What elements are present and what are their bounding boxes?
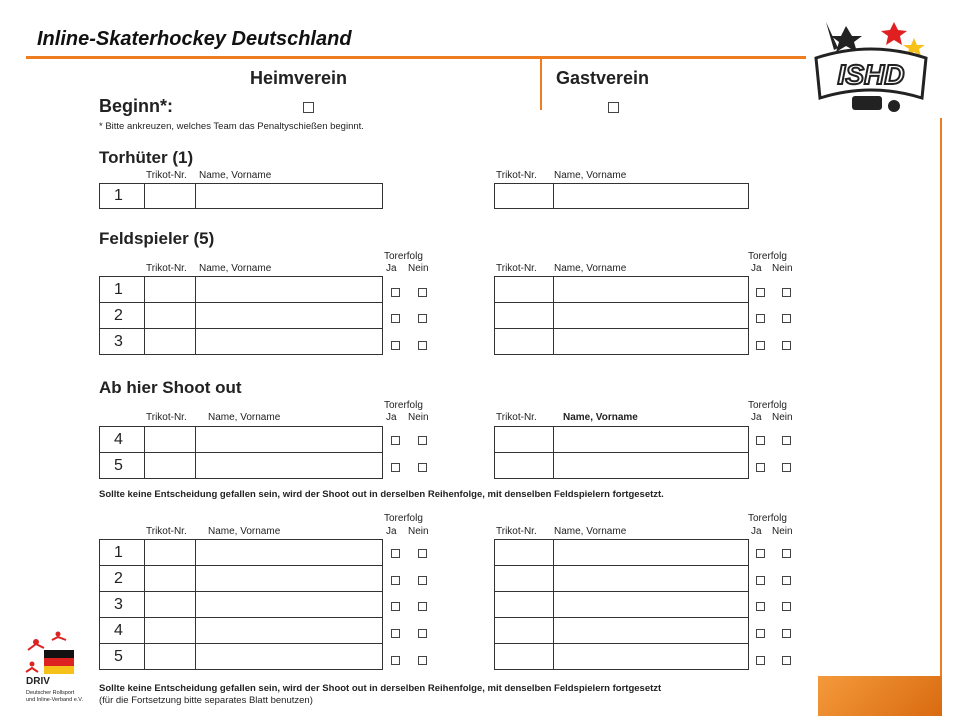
driv-logo-icon <box>22 628 82 680</box>
name-cell[interactable] <box>554 303 749 329</box>
driv-line1: Deutscher Rollsport <box>26 690 75 696</box>
fs-heim-2-ja[interactable] <box>391 314 400 323</box>
so2-gast-1-nein[interactable] <box>782 549 791 558</box>
row-number: 3 <box>100 592 145 618</box>
fs-heim-3-ja[interactable] <box>391 341 400 350</box>
name-cell[interactable] <box>196 277 383 303</box>
torhueter-heim-col-trikot: Trikot-Nr. <box>146 170 187 181</box>
fs-heim-col-trikot: Trikot-Nr. <box>146 263 187 274</box>
so2-gast-col-trikot: Trikot-Nr. <box>496 526 537 537</box>
fs-heim-2-nein[interactable] <box>418 314 427 323</box>
name-cell[interactable] <box>554 592 749 618</box>
so-heim-torerfolg: Torerfolg <box>384 400 423 411</box>
row-number: 5 <box>100 644 145 670</box>
beginn-label: Beginn*: <box>99 96 173 116</box>
separate-sheet-note: (für die Fortsetzung bitte separates Blatt benutzen) <box>99 695 313 706</box>
trikot-cell[interactable] <box>495 184 554 209</box>
so2-heim-2-nein[interactable] <box>418 576 427 585</box>
shootout-gast-table <box>494 426 749 479</box>
name-cell[interactable] <box>196 303 383 329</box>
torhueter-gast-col-name: Name, Vorname <box>554 170 627 181</box>
beginn-gast-checkbox[interactable] <box>608 102 619 113</box>
row-number: 4 <box>100 427 145 453</box>
driv-name: DRIV <box>26 676 50 687</box>
so2-heim-col-trikot: Trikot-Nr. <box>146 526 187 537</box>
fs-heim-1-ja[interactable] <box>391 288 400 297</box>
so2-heim-1-ja[interactable] <box>391 549 400 558</box>
row-number: 2 <box>100 303 145 329</box>
header-divider <box>540 58 542 110</box>
trikot-cell[interactable] <box>145 644 196 670</box>
row-number: 5 <box>100 453 145 479</box>
so-heim-col-name: Name, Vorname <box>208 412 281 423</box>
so2-heim-5-ja[interactable] <box>391 656 400 665</box>
so2-heim-5-nein[interactable] <box>418 656 427 665</box>
feldspieler-title: Feldspieler (5) <box>99 229 215 248</box>
so-heim-4-ja[interactable] <box>391 436 400 445</box>
name-cell[interactable] <box>554 540 749 566</box>
so-heim-5-ja[interactable] <box>391 463 400 472</box>
so2-gast-4-nein[interactable] <box>782 629 791 638</box>
page-title: Inline-Skaterhockey Deutschland <box>37 28 352 50</box>
so-heim-col-trikot: Trikot-Nr. <box>146 412 187 423</box>
so2-gast-5-nein[interactable] <box>782 656 791 665</box>
gastverein-title: Gastverein <box>556 68 650 88</box>
name-cell[interactable] <box>554 184 749 209</box>
so-gast-4-nein[interactable] <box>782 436 791 445</box>
so2-heim-col-name: Name, Vorname <box>208 526 281 537</box>
driv-logo <box>22 628 92 712</box>
so2-heim-ja: Ja <box>386 526 397 537</box>
fs-gast-nein: Nein <box>772 263 793 274</box>
row-number: 3 <box>100 329 145 355</box>
so2-gast-ja: Ja <box>751 526 762 537</box>
so2-gast-col-name: Name, Vorname <box>554 526 627 537</box>
so2-heim-2-ja[interactable] <box>391 576 400 585</box>
so-gast-5-ja[interactable] <box>756 463 765 472</box>
so2-heim-3-nein[interactable] <box>418 602 427 611</box>
driv-line2: und Inline-Verband e.V. <box>26 697 83 703</box>
continue-note-2: Sollte keine Entscheidung gefallen sein, wird der Shoot out in derselben Reihenfolge, mit denselben Feldspielern fortgesetzt <box>99 683 662 694</box>
name-cell[interactable] <box>554 566 749 592</box>
trikot-cell[interactable] <box>495 592 554 618</box>
name-cell[interactable] <box>196 427 383 453</box>
trikot-cell[interactable] <box>145 427 196 453</box>
name-cell[interactable] <box>554 427 749 453</box>
row-number: 2 <box>100 566 145 592</box>
fs-gast-torerfolg: Torerfolg <box>748 251 787 262</box>
so2-gast-1-ja[interactable] <box>756 549 765 558</box>
trikot-cell[interactable] <box>495 277 554 303</box>
trikot-cell[interactable] <box>145 303 196 329</box>
name-cell[interactable] <box>554 618 749 644</box>
name-cell[interactable] <box>196 566 383 592</box>
row-number: 1 <box>100 277 145 303</box>
so-heim-5-nein[interactable] <box>418 463 427 472</box>
orange-right-bar <box>940 118 942 714</box>
trikot-cell[interactable] <box>495 540 554 566</box>
fs-gast-3-nein[interactable] <box>782 341 791 350</box>
so2-gast-nein: Nein <box>772 526 793 537</box>
so2-heim-torerfolg: Torerfolg <box>384 513 423 524</box>
ishd-logo <box>806 18 936 118</box>
name-cell[interactable] <box>196 329 383 355</box>
trikot-cell[interactable] <box>495 329 554 355</box>
torhueter-gast-table <box>494 183 749 209</box>
torhueter-heim-col-name: Name, Vorname <box>199 170 272 181</box>
so-heim-4-nein[interactable] <box>418 436 427 445</box>
row-number: 1 <box>100 184 145 209</box>
shootout-heim-table <box>99 426 383 479</box>
so-gast-torerfolg: Torerfolg <box>748 400 787 411</box>
torhueter-gast-col-trikot: Trikot-Nr. <box>496 170 537 181</box>
fs-gast-ja: Ja <box>751 263 762 274</box>
fs-heim-1-nein[interactable] <box>418 288 427 297</box>
so2-gast-torerfolg: Torerfolg <box>748 513 787 524</box>
fs-heim-col-name: Name, Vorname <box>199 263 272 274</box>
header-rule <box>26 56 806 59</box>
trikot-cell[interactable] <box>145 540 196 566</box>
fs-gast-2-ja[interactable] <box>756 314 765 323</box>
trikot-cell[interactable] <box>495 453 554 479</box>
trikot-cell[interactable] <box>145 592 196 618</box>
so2-heim-4-ja[interactable] <box>391 629 400 638</box>
ishd-logo-text: ISHD <box>837 59 905 90</box>
fs-heim-torerfolg: Torerfolg <box>384 251 423 262</box>
so-gast-4-ja[interactable] <box>756 436 765 445</box>
row-number: 1 <box>100 540 145 566</box>
shootout2-gast-table <box>494 539 749 670</box>
so2-heim-3-ja[interactable] <box>391 602 400 611</box>
so-gast-5-nein[interactable] <box>782 463 791 472</box>
trikot-cell[interactable] <box>145 277 196 303</box>
fs-gast-col-name: Name, Vorname <box>554 263 627 274</box>
trikot-cell[interactable] <box>495 427 554 453</box>
so2-gast-2-nein[interactable] <box>782 576 791 585</box>
shootout2-heim-table <box>99 539 383 670</box>
trikot-cell[interactable] <box>495 303 554 329</box>
so-gast-col-name: Name, Vorname <box>563 412 638 423</box>
beginn-heim-checkbox[interactable] <box>303 102 314 113</box>
so2-gast-4-ja[interactable] <box>756 629 765 638</box>
name-cell[interactable] <box>554 329 749 355</box>
name-cell[interactable] <box>196 540 383 566</box>
row-number: 4 <box>100 618 145 644</box>
name-cell[interactable] <box>554 644 749 670</box>
heimverein-title: Heimverein <box>250 68 348 88</box>
so2-heim-1-nein[interactable] <box>418 549 427 558</box>
so-heim-ja: Ja <box>386 412 397 423</box>
fs-gast-1-nein[interactable] <box>782 288 791 297</box>
fs-heim-3-nein[interactable] <box>418 341 427 350</box>
trikot-cell[interactable] <box>145 329 196 355</box>
so2-gast-3-nein[interactable] <box>782 602 791 611</box>
torhueter-title: Torhüter (1) <box>99 148 194 167</box>
so2-gast-2-ja[interactable] <box>756 576 765 585</box>
fs-gast-3-ja[interactable] <box>756 341 765 350</box>
feldspieler-gast-table <box>494 276 749 355</box>
so-gast-nein: Nein <box>772 412 793 423</box>
shootout-title: Ab hier Shoot out <box>99 378 242 397</box>
fs-gast-col-trikot: Trikot-Nr. <box>496 263 537 274</box>
beginn-note: * Bitte ankreuzen, welches Team das Penaltyschießen beginnt. <box>99 121 364 132</box>
trikot-cell[interactable] <box>145 566 196 592</box>
fs-gast-2-nein[interactable] <box>782 314 791 323</box>
name-cell[interactable] <box>196 453 383 479</box>
ishd-logo-icon <box>806 18 936 118</box>
fs-heim-ja: Ja <box>386 263 397 274</box>
so2-gast-3-ja[interactable] <box>756 602 765 611</box>
so-gast-col-trikot: Trikot-Nr. <box>496 412 537 423</box>
so-gast-ja: Ja <box>751 412 762 423</box>
so2-heim-4-nein[interactable] <box>418 629 427 638</box>
fs-heim-nein: Nein <box>408 263 429 274</box>
trikot-cell[interactable] <box>145 453 196 479</box>
trikot-cell[interactable] <box>495 644 554 670</box>
so2-heim-nein: Nein <box>408 526 429 537</box>
torhueter-heim-table <box>99 183 383 209</box>
trikot-cell[interactable] <box>495 618 554 644</box>
name-cell[interactable] <box>196 184 383 209</box>
feldspieler-heim-table <box>99 276 383 355</box>
trikot-cell[interactable] <box>145 618 196 644</box>
so2-gast-5-ja[interactable] <box>756 656 765 665</box>
name-cell[interactable] <box>196 644 383 670</box>
orange-bottom-bar <box>818 676 942 716</box>
trikot-cell[interactable] <box>495 566 554 592</box>
name-cell[interactable] <box>196 618 383 644</box>
so-heim-nein: Nein <box>408 412 429 423</box>
trikot-cell[interactable] <box>145 184 196 209</box>
name-cell[interactable] <box>554 277 749 303</box>
fs-gast-1-ja[interactable] <box>756 288 765 297</box>
name-cell[interactable] <box>554 453 749 479</box>
continue-note: Sollte keine Entscheidung gefallen sein, wird der Shoot out in derselben Reihenfolge, mit denselben Feldspielern fortgesetzt. <box>99 489 664 500</box>
name-cell[interactable] <box>196 592 383 618</box>
